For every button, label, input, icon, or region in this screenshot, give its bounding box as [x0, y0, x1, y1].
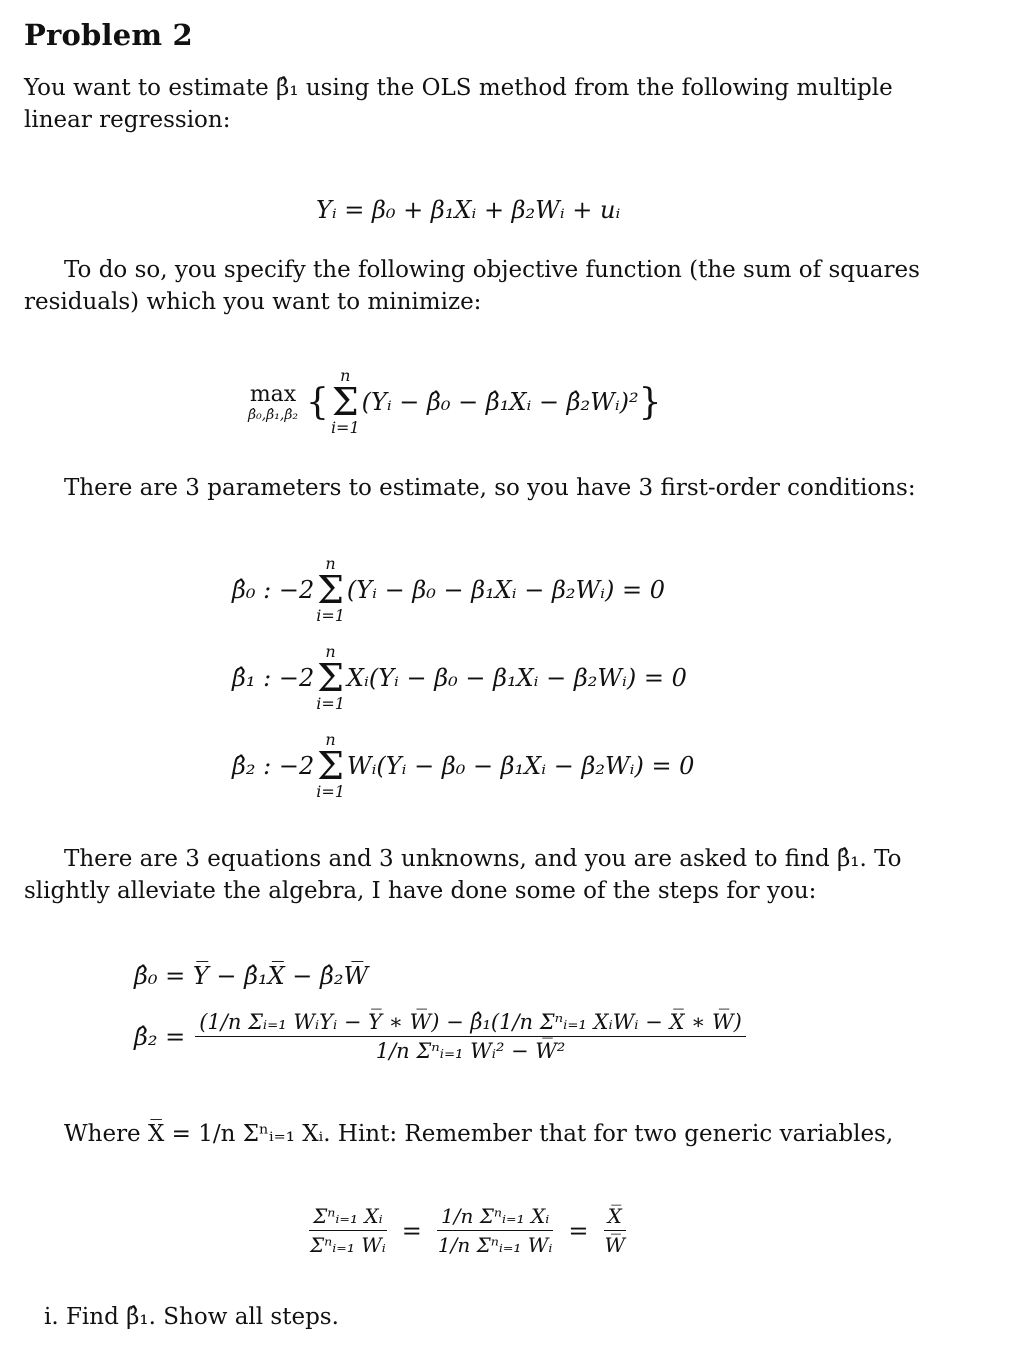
hint-fraction-3-num: X̅: [604, 1204, 626, 1231]
objective-function: [248, 368, 662, 436]
foc-beta2-body: Wᵢ(Yᵢ − β₀ − β₁Xᵢ − β₂Wᵢ) = 0: [346, 752, 695, 780]
foc-beta2-lhs: β̂₂ : −2: [232, 752, 315, 780]
intro-paragraph: You want to estimate β̂₁ using the OLS method from the following multiple linear regression:: [24, 75, 893, 133]
hint-fraction-2: [434, 1204, 556, 1257]
foc-beta1-lhs: β̂₁ : −2: [232, 664, 315, 692]
foc-paragraph: There are 3 parameters to estimate, so you have 3 first-order conditions:: [64, 475, 916, 501]
hint-equation: [306, 1204, 629, 1257]
hint-fraction-1-num: Σⁿᵢ₌₁ Xᵢ: [309, 1204, 386, 1231]
foc-beta1-sum: n Σ i=1: [316, 642, 345, 713]
hint-fraction-1: [306, 1204, 390, 1257]
foc-beta0-lhs: β̂₀ : −2: [232, 576, 315, 604]
regression-equation: [316, 196, 620, 224]
foc-beta0-body: (Yᵢ − β₀ − β₁Xᵢ − β₂Wᵢ) = 0: [346, 576, 665, 604]
hint-fraction-2-den: 1/n Σⁿᵢ₌₁ Wᵢ: [437, 1233, 553, 1257]
beta2-solution: [134, 1010, 746, 1063]
foc-beta1: [232, 644, 687, 712]
foc-beta1-body: Xᵢ(Yᵢ − β₀ − β₁Xᵢ − β₂Wᵢ) = 0: [346, 664, 687, 692]
foc-beta2-sum: n Σ i=1: [316, 730, 345, 801]
beta0-solution: β̂₀ = Y̅ − β̂₁X̅ − β̂₂W̅: [134, 962, 369, 990]
objective-subscript: β̂₀,β̂₁,β̂₂: [248, 406, 299, 423]
beta2-denominator: 1/n Σⁿᵢ₌₁ Wᵢ² − W̅²: [375, 1039, 566, 1063]
sum-upper-limit: n: [325, 642, 336, 661]
sum-lower-limit: i=1: [316, 606, 345, 625]
sum-lower-limit: i=1: [316, 694, 345, 713]
where-paragraph: Where X̅ = 1/n Σⁿᵢ₌₁ Xᵢ. Hint: Remember that for two generic variables,: [64, 1121, 894, 1147]
steps-paragraph: There are 3 equations and 3 unknowns, and you are asked to find β̂₁. To slightly alleviate the algebra, I have done some of the steps for you:: [24, 846, 902, 904]
objective-sum: n Σ i=1: [330, 366, 360, 437]
task-item: i. Find β̂₁. Show all steps.: [44, 1304, 339, 1330]
foc-beta2: [232, 732, 694, 800]
objective-body: (Yᵢ − β̂₀ − β̂₁Xᵢ − β̂₂Wᵢ)²: [361, 388, 639, 416]
objective-paragraph: To do so, you specify the following objective function (the sum of squares residuals) which you want to minimize:: [24, 257, 920, 315]
hint-fraction-3-den: W̅: [604, 1233, 626, 1257]
beta2-lhs: β̂₂ =: [134, 1022, 186, 1051]
problem-title: Problem 2: [24, 18, 193, 52]
beta2-fraction: [195, 1010, 746, 1063]
foc-beta0: [232, 556, 665, 624]
left-brace: {: [306, 381, 329, 423]
regression-equation-text: Yᵢ = β₀ + β₁Xᵢ + β₂Wᵢ + uᵢ: [316, 196, 621, 224]
equals-sign: =: [568, 1216, 589, 1245]
sum-upper-limit: n: [340, 366, 351, 385]
hint-fraction-2-num: 1/n Σⁿᵢ₌₁ Xᵢ: [437, 1204, 553, 1231]
hint-fraction-1-den: Σⁿᵢ₌₁ Wᵢ: [310, 1233, 386, 1257]
sum-lower-limit: i=1: [316, 782, 345, 801]
hint-fraction-3: [600, 1204, 629, 1257]
equals-sign: =: [401, 1216, 422, 1245]
right-brace: }: [638, 381, 662, 423]
objective-operator: max: [249, 381, 297, 407]
sum-upper-limit: n: [325, 554, 336, 573]
sum-upper-limit: n: [325, 730, 336, 749]
foc-beta0-sum: n Σ i=1: [316, 554, 345, 625]
beta2-numerator: (1/n Σᵢ₌₁ WᵢYᵢ − Y̅ ∗ W̅) − β̂₁(1/n Σⁿᵢ₌₁ XᵢWᵢ − X̅ ∗ W̅): [195, 1010, 746, 1037]
sum-lower-limit: i=1: [330, 418, 360, 437]
